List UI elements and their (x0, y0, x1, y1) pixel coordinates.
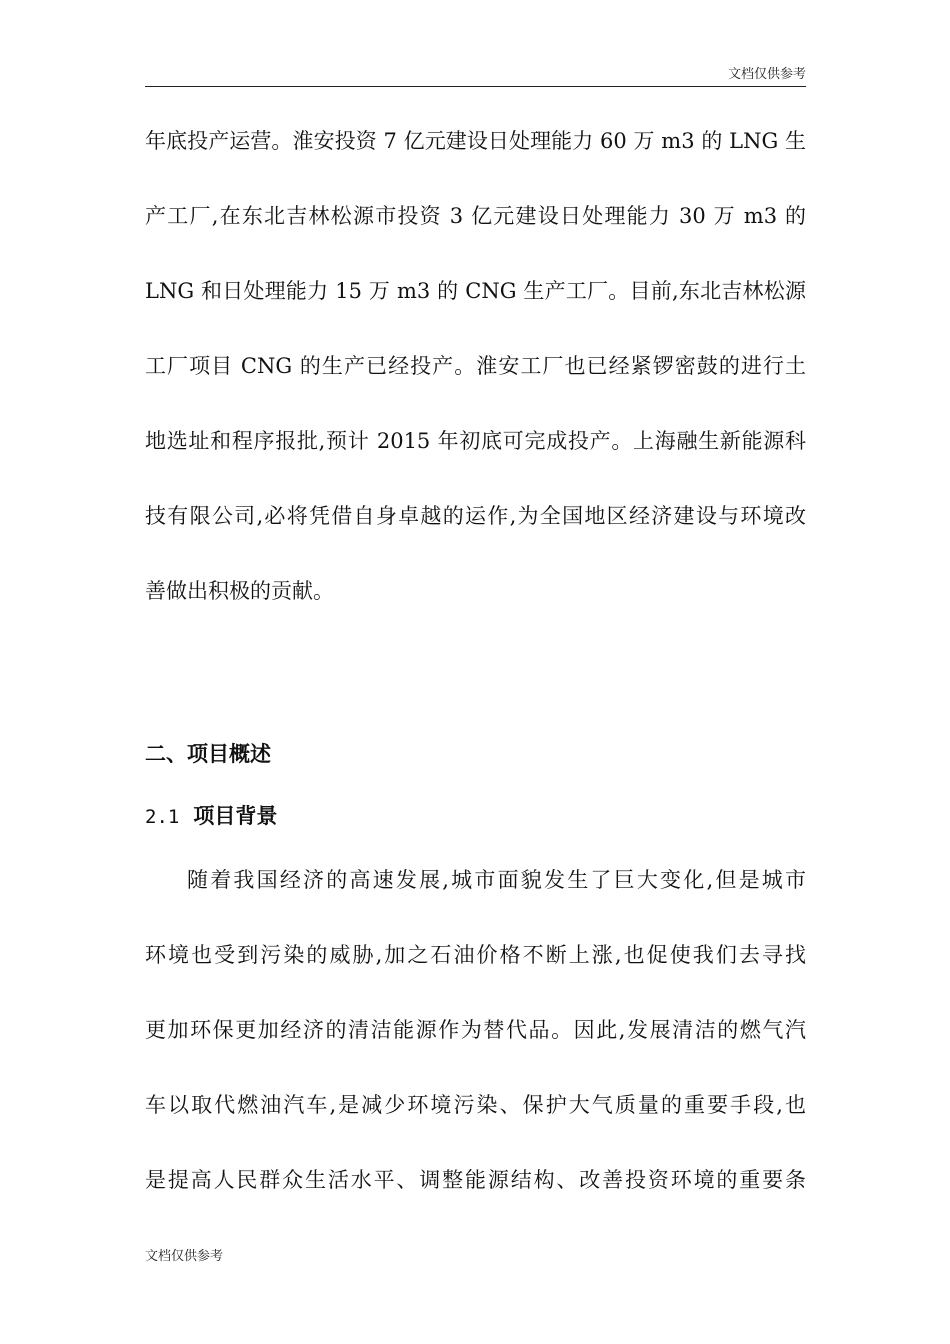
page-footer: 文档仅供参考 (145, 1249, 224, 1264)
text-line: 车以取代燃油汽车,是减少环境污染、保护大气质量的重要手段,也 (145, 1093, 806, 1117)
subsection-title: 项目背景 (193, 803, 278, 828)
text-line: 年底投产运营。淮安投资 7 亿元建设日处理能力 60 万 m3 的 LNG 生 (145, 129, 806, 153)
text-line: 环境也受到污染的威胁,加之石油价格不断上涨,也促使我们去寻找 (145, 943, 806, 967)
subsection-number: 2.1 (145, 806, 180, 828)
text-line: 产工厂,在东北吉林松源市投资 3 亿元建设日处理能力 30 万 m3 的 (145, 204, 806, 228)
page-header: 文档仅供参考 (145, 66, 806, 87)
text-line: 技有限公司,必将凭借自身卓越的运作,为全国地区经济建设与环境改 (145, 504, 806, 528)
text-line: 工厂项目 CNG 的生产已经投产。淮安工厂也已经紧锣密鼓的进行土 (145, 354, 806, 378)
text-line: 随着我国经济的高速发展,城市面貌发生了巨大变化,但是城市 (187, 868, 806, 892)
text-line: 更加环保更加经济的清洁能源作为替代品。因此,发展清洁的燃气汽 (145, 1018, 806, 1042)
text-line: 是提高人民群众生活水平、调整能源结构、改善投资环境的重要条 (145, 1168, 806, 1192)
section-heading: 二、项目概述 (145, 741, 271, 766)
text-line: 地选址和程序报批,预计 2015 年初底可完成投产。上海融生新能源科 (145, 429, 806, 453)
text-line: 善做出积极的贡献。 (145, 579, 334, 603)
subsection-heading (145, 802, 277, 831)
text-line: LNG 和日处理能力 15 万 m3 的 CNG 生产工厂。目前,东北吉林松源 (145, 279, 806, 303)
